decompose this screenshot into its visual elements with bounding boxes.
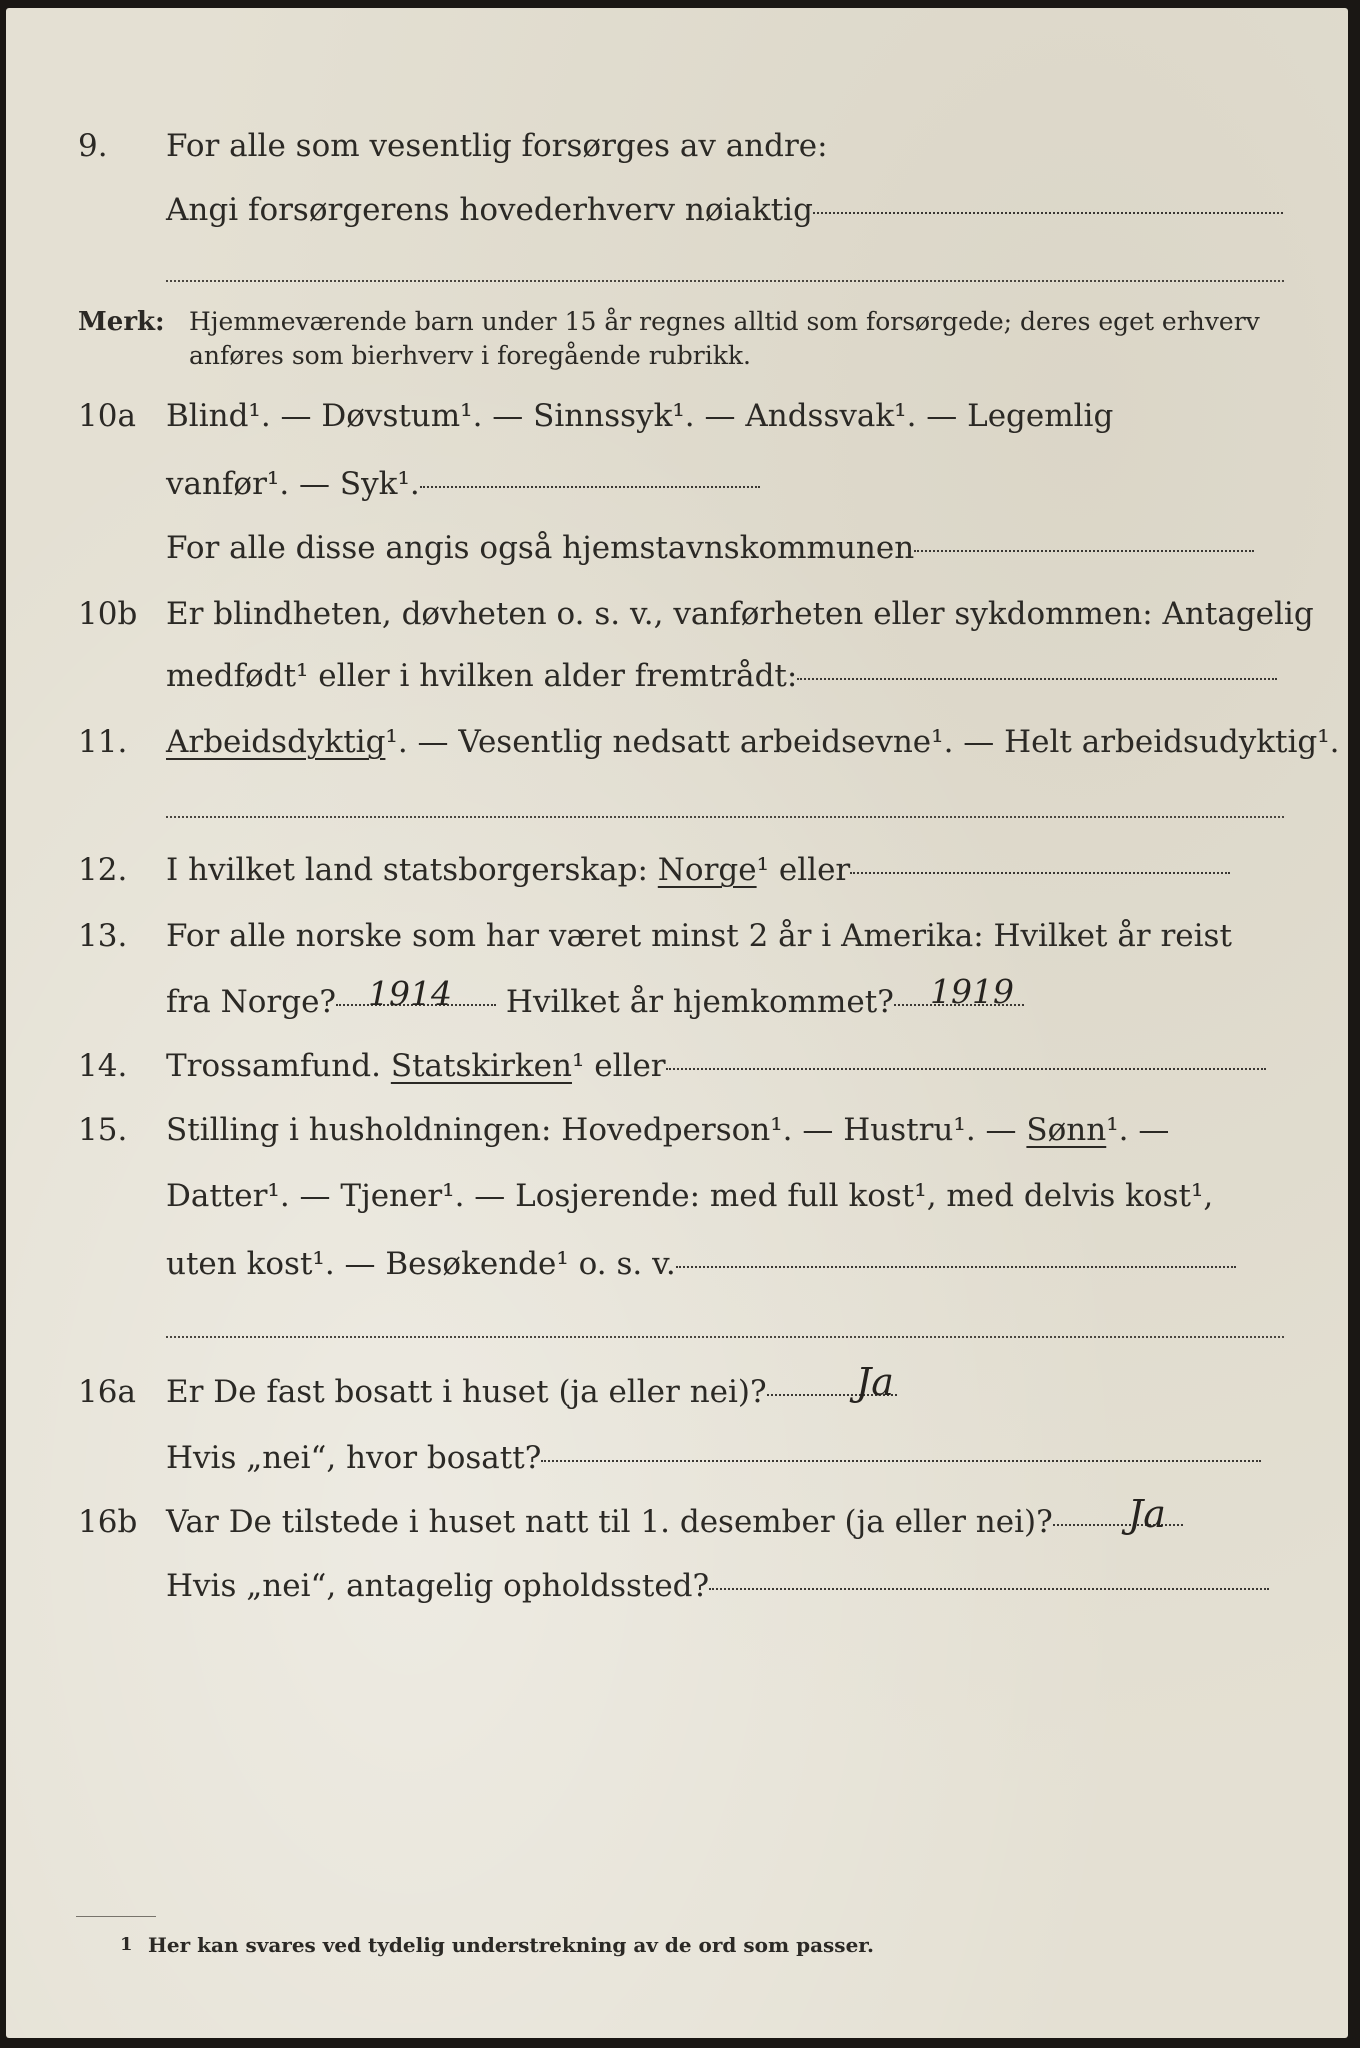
q12-answer-line[interactable] (850, 870, 1230, 874)
merk-line1: Hjemmeværende barn under 15 år regnes alltid som forsørgede; deres eget erhverv (189, 307, 1260, 336)
q11-selected-option[interactable]: Arbeidsdyktig (166, 724, 386, 760)
q9-line2-text: Angi forsørgerens hovederhverv nøiaktig (166, 192, 813, 228)
merk-label: Merk: (78, 307, 165, 337)
q15-line3 (166, 1244, 1236, 1284)
q16b-line2-text: Hvis „nei“, antagelig opholdssted? (166, 1568, 710, 1604)
q14-pre: Trossamfund. (166, 1048, 381, 1084)
q14-line (166, 1046, 1266, 1086)
q10b-answer-line[interactable] (797, 676, 1277, 680)
q16b-answer[interactable]: Ja (1128, 1492, 1166, 1536)
footnote-rule (76, 1916, 156, 1917)
q9-extra-line[interactable] (166, 280, 1284, 282)
q16b-line2 (166, 1566, 1269, 1606)
q10a-number: 10a (78, 398, 136, 434)
q13-line1: For alle norske som har været minst 2 år i Amerika: Hvilket år reist (166, 918, 1232, 954)
q16a-where-line[interactable] (541, 1458, 1261, 1462)
q15-line1 (166, 1110, 1169, 1150)
q13-answer-return-year[interactable]: 1919 (930, 972, 1014, 1011)
q10b-line1: Er blindheten, døvheten o. s. v., vanførheten eller sykdommen: Antagelig (166, 596, 1314, 632)
q15-answer-line[interactable] (676, 1264, 1236, 1268)
q16a-line1 (166, 1372, 897, 1412)
q13-line2b: Hvilket år hjemkommet? (505, 984, 894, 1020)
q12-selected-option[interactable]: Norge (657, 852, 757, 888)
q15-selected-option[interactable]: Sønn (1026, 1112, 1107, 1148)
q12-line (166, 850, 1230, 890)
footnote-text: Her kan svares ved tydelig understrekning av de ord som passer. (148, 1933, 874, 1957)
q10a-line3-text: For alle disse angis også hjemstavnskommunen (166, 530, 915, 566)
q14-post: ¹ eller (571, 1048, 666, 1084)
q13-number: 13. (78, 918, 128, 954)
q13-line2 (166, 982, 1024, 1022)
q16b-line1 (166, 1502, 1183, 1542)
q15-line1b: ¹. — (1106, 1112, 1170, 1148)
q16a-line2-text: Hvis „nei“, hvor bosatt? (166, 1440, 542, 1476)
q13-answer-left-year[interactable]: 1914 (368, 974, 452, 1013)
q10a-line1: Blind¹. — Døvstum¹. — Sinnssyk¹. — Andssvak¹. — Legemlig (166, 398, 1114, 434)
q10a-home-line[interactable] (914, 548, 1254, 552)
q15-line2: Datter¹. — Tjener¹. — Losjerende: med full kost¹, med delvis kost¹, (166, 1178, 1214, 1214)
q11-rest: ¹. — Vesentlig nedsatt arbeidsevne¹. — Helt arbeidsudyktig¹. (385, 724, 1340, 760)
footnote-number: 1 (120, 1934, 133, 1955)
q11-number: 11. (78, 724, 128, 760)
q9-line1: For alle som vesentlig forsørges av andre: (166, 128, 828, 164)
q16a-number: 16a (78, 1374, 136, 1410)
q9-number: 9. (78, 128, 108, 164)
q10a-line3 (166, 528, 1254, 568)
q9-answer-line[interactable] (813, 210, 1283, 214)
q16b-line1-text: Var De tilstede i huset natt til 1. desember (ja eller nei)? (166, 1504, 1053, 1540)
q15-line1a: Stilling i husholdningen: Hovedperson¹. — Hustru¹. — (166, 1112, 1017, 1148)
q11-line (166, 722, 1340, 762)
q10b-line2-text: medfødt¹ eller i hvilken alder fremtrådt: (166, 658, 798, 694)
q16a-line2 (166, 1438, 1261, 1478)
q15-number: 15. (78, 1112, 128, 1148)
q15-line3-text: uten kost¹. — Besøkende¹ o. s. v. (166, 1246, 676, 1282)
q14-selected-option[interactable]: Statskirken (390, 1048, 572, 1084)
q9-line2 (166, 190, 1283, 230)
q12-number: 12. (78, 852, 128, 888)
q12-pre: I hvilket land statsborgerskap: (166, 852, 648, 888)
merk-line2: anføres som bierhverv i foregående rubrikk. (189, 341, 751, 370)
q10a-line2-text: vanfør¹. — Syk¹. (166, 466, 420, 502)
q10b-number: 10b (78, 596, 138, 632)
q14-answer-line[interactable] (666, 1066, 1266, 1070)
q14-number: 14. (78, 1048, 128, 1084)
q10a-answer-line[interactable] (420, 484, 760, 488)
q16b-where-line[interactable] (709, 1586, 1269, 1590)
q10a-line2 (166, 464, 760, 504)
census-form-page (6, 8, 1348, 2038)
q16a-line1-text: Er De fast bosatt i huset (ja eller nei)? (166, 1374, 767, 1410)
q12-post: ¹ eller (756, 852, 851, 888)
q10b-line2 (166, 656, 1277, 696)
q15-extra-line[interactable] (166, 1336, 1284, 1338)
q13-line2a: fra Norge? (166, 984, 337, 1020)
q11-extra-line[interactable] (166, 816, 1284, 818)
q16b-number: 16b (78, 1504, 138, 1540)
q16a-answer[interactable]: Ja (856, 1360, 894, 1404)
